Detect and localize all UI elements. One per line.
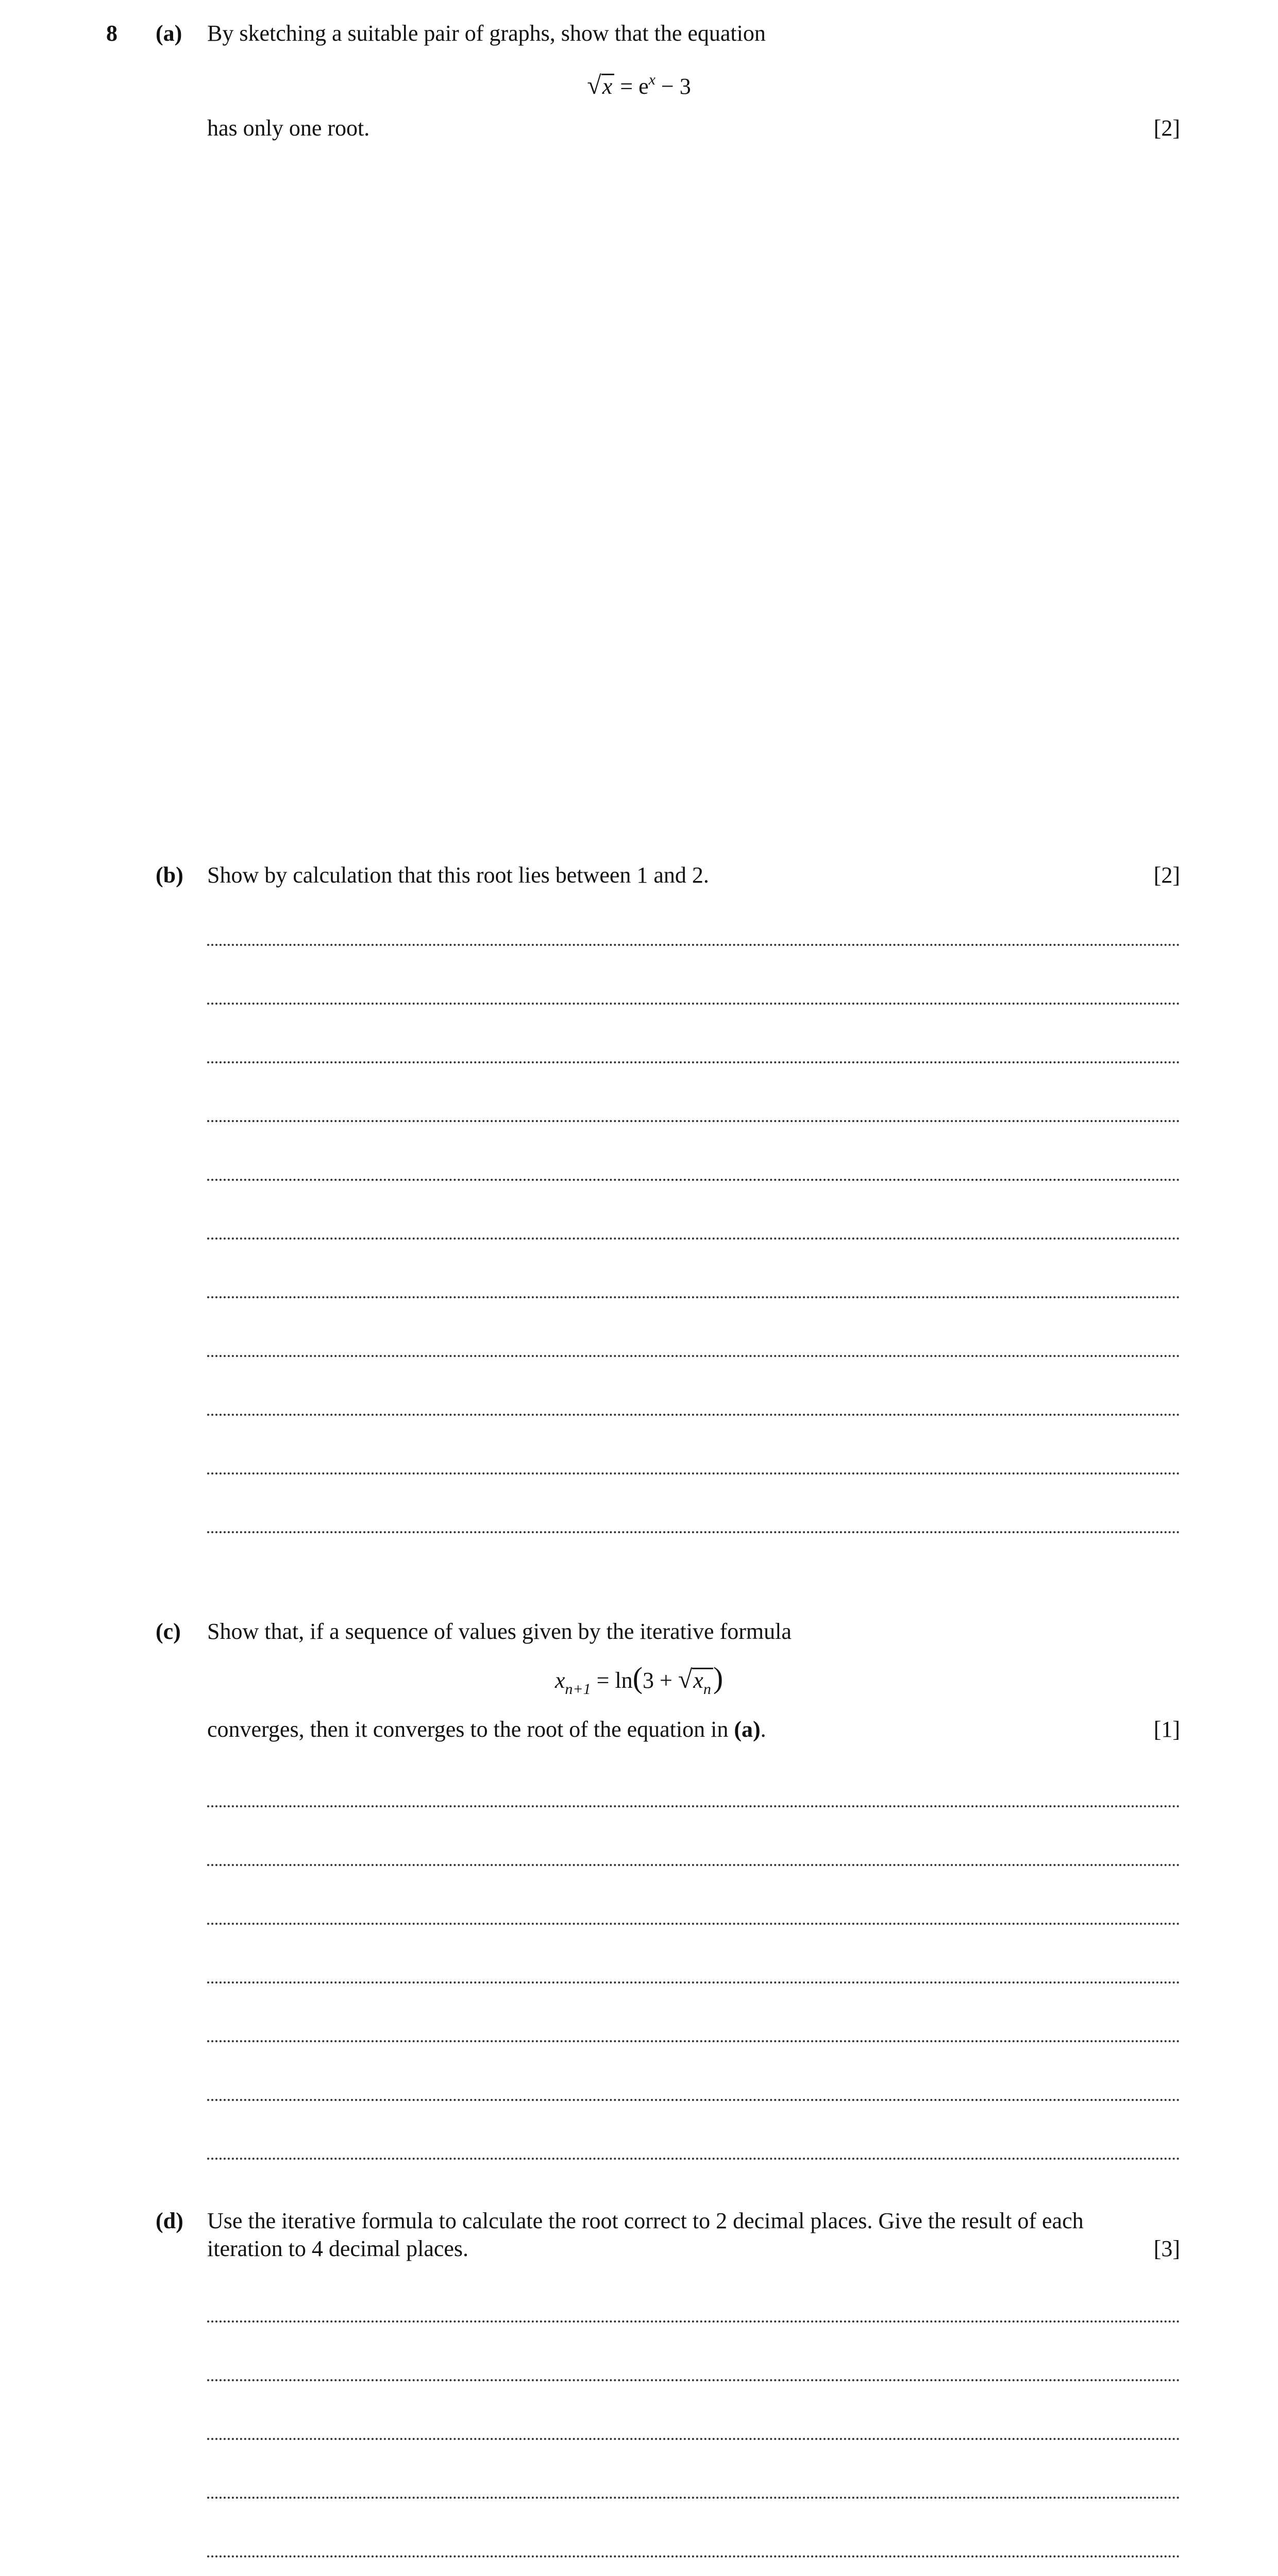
- answer-line[interactable]: [207, 2040, 1180, 2042]
- answer-line[interactable]: [207, 1355, 1180, 1357]
- answer-line[interactable]: [207, 1003, 1180, 1005]
- part-c-marks: [1]: [1153, 1717, 1180, 1742]
- answer-line[interactable]: [207, 2099, 1180, 2101]
- part-c-text: Show that, if a sequence of values given by the iterative formula: [207, 1619, 792, 1644]
- formula-equals: =: [596, 1668, 610, 1693]
- part-c-formula: [0, 1661, 1278, 1703]
- answer-line[interactable]: [207, 2497, 1180, 2499]
- equation-equals: =: [620, 74, 633, 99]
- part-d-text-line1: Use the iterative formula to calculate the root correct to 2 decimal places. Give the result of each: [207, 2208, 1084, 2233]
- answer-line[interactable]: [207, 1923, 1180, 1925]
- part-a-text: By sketching a suitable pair of graphs, show that the equation: [207, 21, 766, 46]
- answer-line[interactable]: [207, 1864, 1180, 1866]
- part-a-label: (a): [156, 21, 182, 46]
- part-c-text-after-ref: (a): [734, 1717, 761, 1742]
- formula-close-paren: ): [713, 1661, 724, 1694]
- answer-line[interactable]: [207, 1414, 1180, 1416]
- part-c-text-after-pre: converges, then it converges to the root of the equation in: [207, 1717, 729, 1742]
- part-d-text-line2: iteration to 4 decimal places.: [207, 2236, 469, 2261]
- answer-line[interactable]: [207, 1531, 1180, 1533]
- part-c-text-after-post: .: [760, 1717, 766, 1742]
- sqrt-symbol: √: [587, 71, 601, 99]
- answer-line[interactable]: [207, 2379, 1180, 2381]
- question-number: 8: [106, 21, 117, 46]
- part-a-equation: [0, 66, 1278, 100]
- answer-line[interactable]: [207, 1472, 1180, 1475]
- answer-line[interactable]: [207, 1179, 1180, 1181]
- equation-exponent: x: [648, 71, 655, 88]
- part-b-text: Show by calculation that this root lies between 1 and 2.: [207, 862, 709, 888]
- formula-open-paren: (: [632, 1661, 643, 1694]
- part-d-marks: [3]: [1153, 2236, 1180, 2261]
- equation-var: x: [601, 74, 615, 98]
- formula-root-sub: n: [703, 1681, 711, 1698]
- equation-tail: − 3: [661, 74, 691, 99]
- answer-line[interactable]: [207, 2438, 1180, 2440]
- answer-line[interactable]: [207, 944, 1180, 946]
- equation-e: e: [638, 74, 649, 99]
- part-c-label: (c): [156, 1619, 181, 1644]
- formula-ln: ln: [615, 1668, 633, 1693]
- answer-line[interactable]: [207, 1120, 1180, 1122]
- part-d-label: (d): [156, 2208, 183, 2233]
- part-b-label: (b): [156, 862, 183, 888]
- formula-three-plus: 3 +: [643, 1668, 672, 1693]
- part-b-marks: [2]: [1153, 862, 1180, 888]
- answer-line[interactable]: [207, 2320, 1180, 2323]
- formula-lhs-var: x: [554, 1668, 565, 1693]
- answer-line[interactable]: [207, 1238, 1180, 1240]
- answer-line[interactable]: [207, 2555, 1180, 2557]
- answer-line[interactable]: [207, 1981, 1180, 1984]
- part-a-text-after: has only one root.: [207, 115, 370, 141]
- part-a-marks: [2]: [1153, 115, 1180, 141]
- part-c-text-after: [207, 1716, 766, 1743]
- answer-line[interactable]: [207, 1296, 1180, 1298]
- formula-sqrt-symbol: √: [678, 1665, 693, 1693]
- answer-line[interactable]: [207, 1061, 1180, 1063]
- answer-line[interactable]: [207, 2158, 1180, 2160]
- formula-root-var: x: [693, 1668, 703, 1693]
- formula-lhs-sub: n+1: [565, 1681, 591, 1698]
- answer-line[interactable]: [207, 1805, 1180, 1807]
